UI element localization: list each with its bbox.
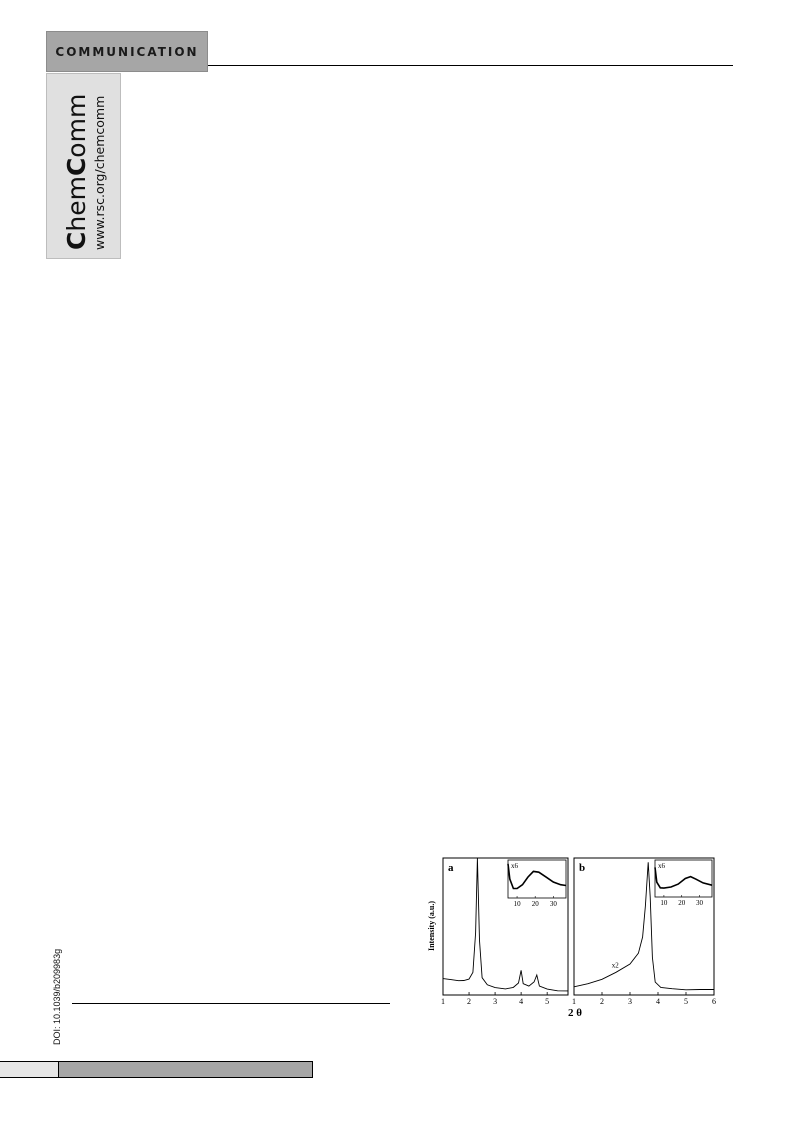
x-tick-label: 5 (545, 997, 550, 1006)
x-tick-label: 5 (684, 997, 688, 1006)
footnote-rule (72, 1003, 390, 1004)
panel-a (427, 858, 568, 1006)
footer-bar-right (58, 1061, 313, 1078)
x-tick-label: 4 (656, 997, 660, 1006)
y-axis-label: Intensity (a.u.) (427, 900, 436, 952)
x-tick-label: 1 (441, 997, 445, 1006)
inset-tick-label: 20 (531, 900, 539, 908)
panel-a-inset-annotation: x6 (511, 862, 518, 870)
panel-b-label: b (579, 862, 586, 874)
journal-logo: ChemComm (61, 93, 91, 250)
x-tick-label: 3 (493, 997, 498, 1006)
inset-tick-label: 10 (513, 900, 521, 908)
journal-url[interactable]: www.rsc.org/chemcomm (91, 95, 107, 250)
inset-tick-label: 20 (678, 899, 686, 907)
journal-sidebar (46, 73, 121, 259)
panel-b-inset (655, 860, 712, 907)
panel-b-inset-annotation: x6 (658, 862, 665, 870)
panel-a-label: a (448, 862, 454, 874)
section-label: COMMUNICATION (55, 44, 199, 59)
x-tick-label: 3 (628, 997, 632, 1006)
inset-tick-label: 10 (660, 899, 668, 907)
journal-brand (47, 74, 122, 260)
section-tab (46, 31, 208, 72)
x-tick-label: 1 (572, 997, 576, 1006)
panel-b-annotation: x2 (611, 961, 619, 970)
inset-tick-label: 30 (696, 899, 704, 907)
panel-a-inset (508, 860, 566, 908)
inset-tick-label: 30 (549, 900, 557, 908)
footer-bar-left (0, 1061, 58, 1078)
x-axis-label: 2 θ (568, 1007, 582, 1019)
panel-b-x-ticks (572, 992, 716, 1006)
x-tick-label: 6 (712, 997, 716, 1006)
x-tick-label: 2 (467, 997, 472, 1006)
panel-b (572, 858, 716, 1006)
panel-a-x-ticks (441, 992, 549, 1006)
x-tick-label: 4 (519, 997, 524, 1006)
x-tick-label: 2 (600, 997, 604, 1006)
doi-text: DOI: 10.1039/b209983g (52, 948, 62, 1045)
xrd-figure (426, 853, 726, 1023)
header-rule (208, 65, 733, 66)
